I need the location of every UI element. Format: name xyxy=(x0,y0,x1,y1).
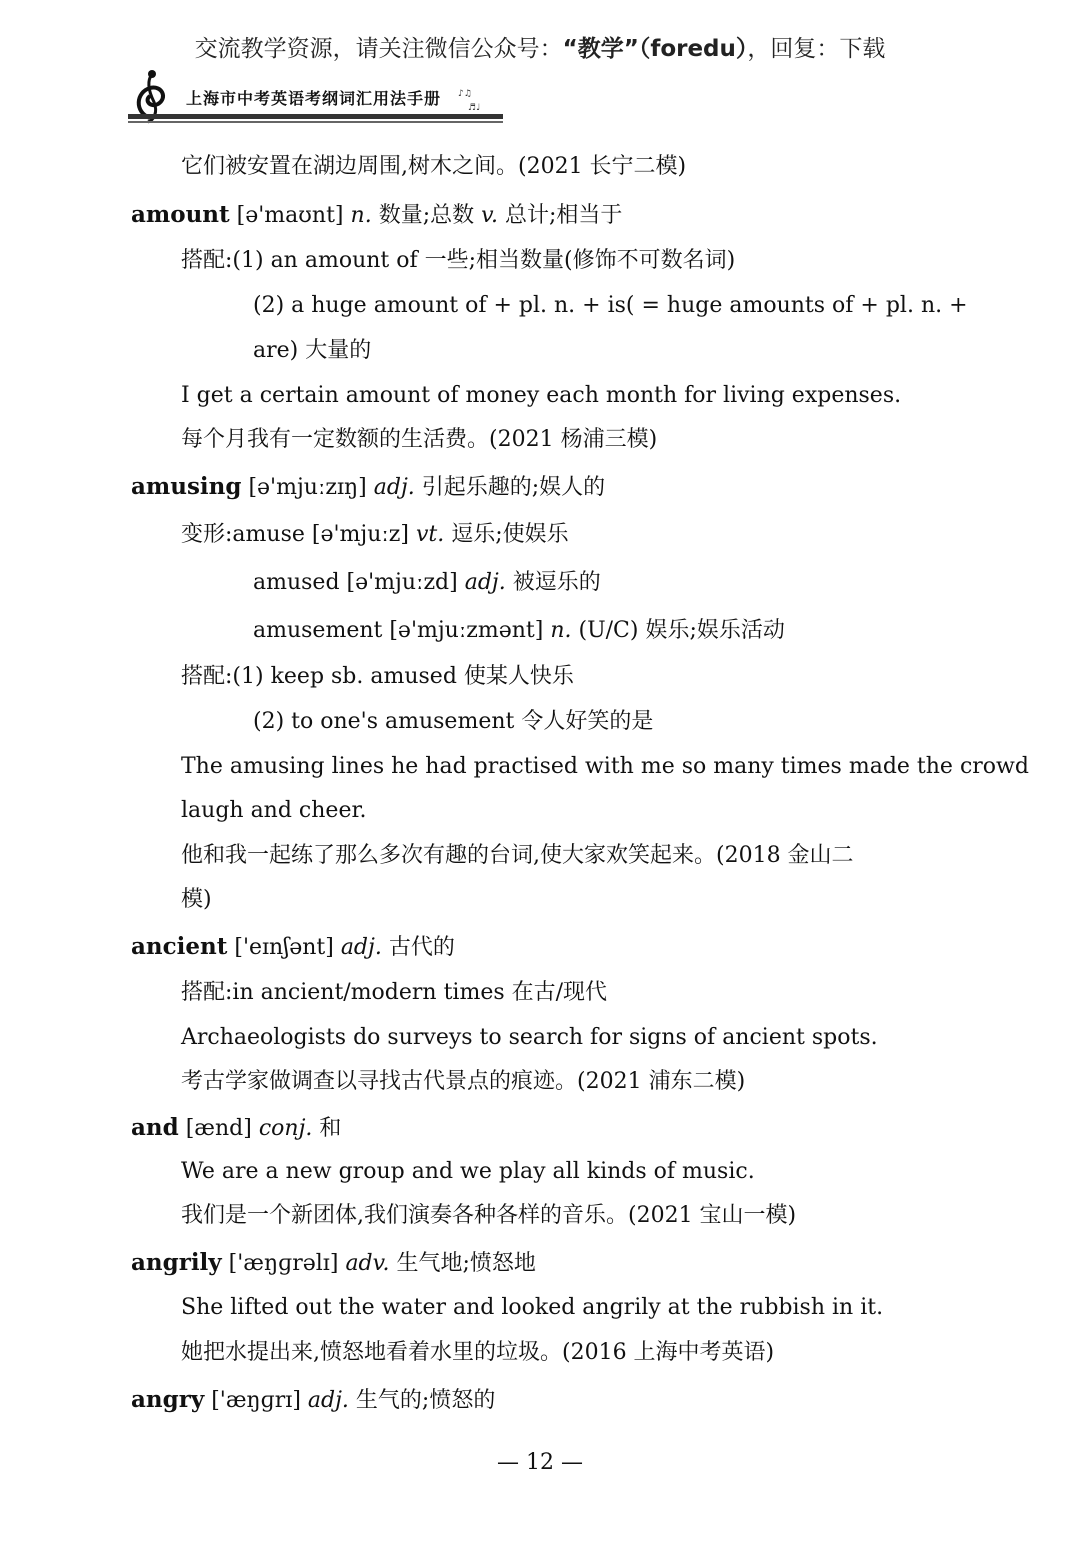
definition: 古代的 xyxy=(388,935,455,960)
phonetic: ['æŋɡrɪ] xyxy=(211,1388,301,1413)
example-sentence: The amusing lines he had practised with me so many times made the crowd xyxy=(181,754,1029,779)
phonetic: ['eɪnʃənt] xyxy=(234,935,334,960)
text-line: 它们被安置在湖边周围,树木之间。(2021 长宁二模) xyxy=(181,154,687,179)
collocation-line: 搭配:(1) an amount of 一些;相当数量(修饰不可数名词) xyxy=(181,248,736,273)
entry-angry xyxy=(131,1385,495,1416)
entry-and xyxy=(131,1113,341,1144)
part-of-speech: conj. xyxy=(258,1116,313,1141)
inflection-line xyxy=(181,520,569,550)
definition: 总计;相当于 xyxy=(504,203,623,228)
collocation-line: 搭配:(1) keep sb. amused 使某人快乐 xyxy=(181,664,574,689)
definition: 和 xyxy=(319,1116,342,1141)
phonetic: [ə'mjuːzɪŋ] xyxy=(248,475,367,500)
definition: 被逗乐的 xyxy=(512,570,601,595)
part-of-speech: adj. xyxy=(340,935,382,960)
headword: angry xyxy=(131,1386,205,1413)
example-sentence: I get a certain amount of money each month for living expenses. xyxy=(181,383,902,408)
headword: and xyxy=(131,1114,179,1141)
definition: 生气地;愤怒地 xyxy=(396,1251,536,1276)
notice-prefix: 交流教学资源，请关注微信公众号： xyxy=(194,36,563,62)
example-sentence: laugh and cheer. xyxy=(181,798,367,823)
example-translation: 考古学家做调查以寻找古代景点的痕迹。(2021 浦东二模) xyxy=(181,1069,746,1094)
definition: 逗乐;使娱乐 xyxy=(451,522,569,547)
part-of-speech: adv. xyxy=(345,1251,390,1276)
part-of-speech: vt. xyxy=(415,522,445,547)
headword: amount xyxy=(131,201,230,228)
headword: amusing xyxy=(131,473,242,500)
example-translation: 她把水提出来,愤怒地看着水里的垃圾。(2016 上海中考英语) xyxy=(181,1340,775,1365)
collocation-line: 搭配:in ancient/modern times 在古/现代 xyxy=(181,980,608,1005)
inflection-line xyxy=(253,568,601,598)
collocation-line: (2) to one's amusement 令人好笑的是 xyxy=(253,709,654,734)
definition: 生气的;愤怒的 xyxy=(355,1388,496,1413)
part-of-speech: n. xyxy=(350,203,372,228)
example-translation: 每个月我有一定数额的生活费。(2021 杨浦三模) xyxy=(181,427,658,452)
phonetic: ['æŋɡrəlɪ] xyxy=(228,1251,339,1276)
example-translation: 我们是一个新团体,我们演奏各种各样的音乐。(2021 宝山一模) xyxy=(181,1203,797,1228)
part-of-speech: v. xyxy=(481,203,498,228)
phonetic: [ə'maʊnt] xyxy=(236,203,344,228)
svg-text:♬♩: ♬♩ xyxy=(468,103,481,113)
inflection-label: 变形: xyxy=(181,522,233,547)
part-of-speech: adj. xyxy=(373,475,415,500)
inflection-line xyxy=(253,616,785,646)
page-number: — 12 — xyxy=(497,1450,583,1475)
definition: 引起乐趣的;娱人的 xyxy=(421,475,606,500)
inflection-word: amuse [ə'mjuːz] xyxy=(232,522,409,547)
notice-handle: （foredu） xyxy=(638,36,748,62)
part-of-speech: adj. xyxy=(307,1388,349,1413)
entry-amount xyxy=(131,200,622,231)
phonetic: [ænd] xyxy=(185,1116,252,1141)
entry-angrily xyxy=(131,1248,536,1279)
part-of-speech: n. xyxy=(550,618,572,643)
example-sentence: We are a new group and we play all kinds of music. xyxy=(181,1159,755,1184)
example-sentence: Archaeologists do surveys to search for signs of ancient spots. xyxy=(181,1025,878,1050)
collocation-line: (2) a huge amount of + pl. n. + is( = huge amounts of + pl. n. + xyxy=(253,293,968,318)
example-translation: 模) xyxy=(181,887,212,912)
inflection-word: amusement [ə'mjuːzmənt] xyxy=(253,618,544,643)
example-sentence: She lifted out the water and looked angrily at the rubbish in it. xyxy=(181,1295,884,1320)
entry-amusing xyxy=(131,472,605,503)
inflection-word: amused [ə'mjuːzd] xyxy=(253,570,458,595)
collocation-line: are) 大量的 xyxy=(253,338,372,363)
definition: 数量;总数 xyxy=(378,203,475,228)
part-of-speech: adj. xyxy=(464,570,506,595)
headword: angrily xyxy=(131,1249,222,1276)
svg-text:♪♫: ♪♫ xyxy=(458,89,472,99)
book-header xyxy=(128,68,508,126)
top-notice xyxy=(0,30,1080,63)
example-translation: 他和我一起练了那么多次有趣的台词,使大家欢笑起来。(2018 金山二 xyxy=(181,843,854,868)
headword: ancient xyxy=(131,933,228,960)
entry-ancient xyxy=(131,932,455,963)
book-title: 上海市中考英语考纲词汇用法手册 xyxy=(186,89,442,108)
definition: (U/C) 娱乐;娱乐活动 xyxy=(578,618,785,643)
notice-suffix: ，回复：下载 xyxy=(747,36,886,62)
notice-account: “教学” xyxy=(562,36,639,62)
